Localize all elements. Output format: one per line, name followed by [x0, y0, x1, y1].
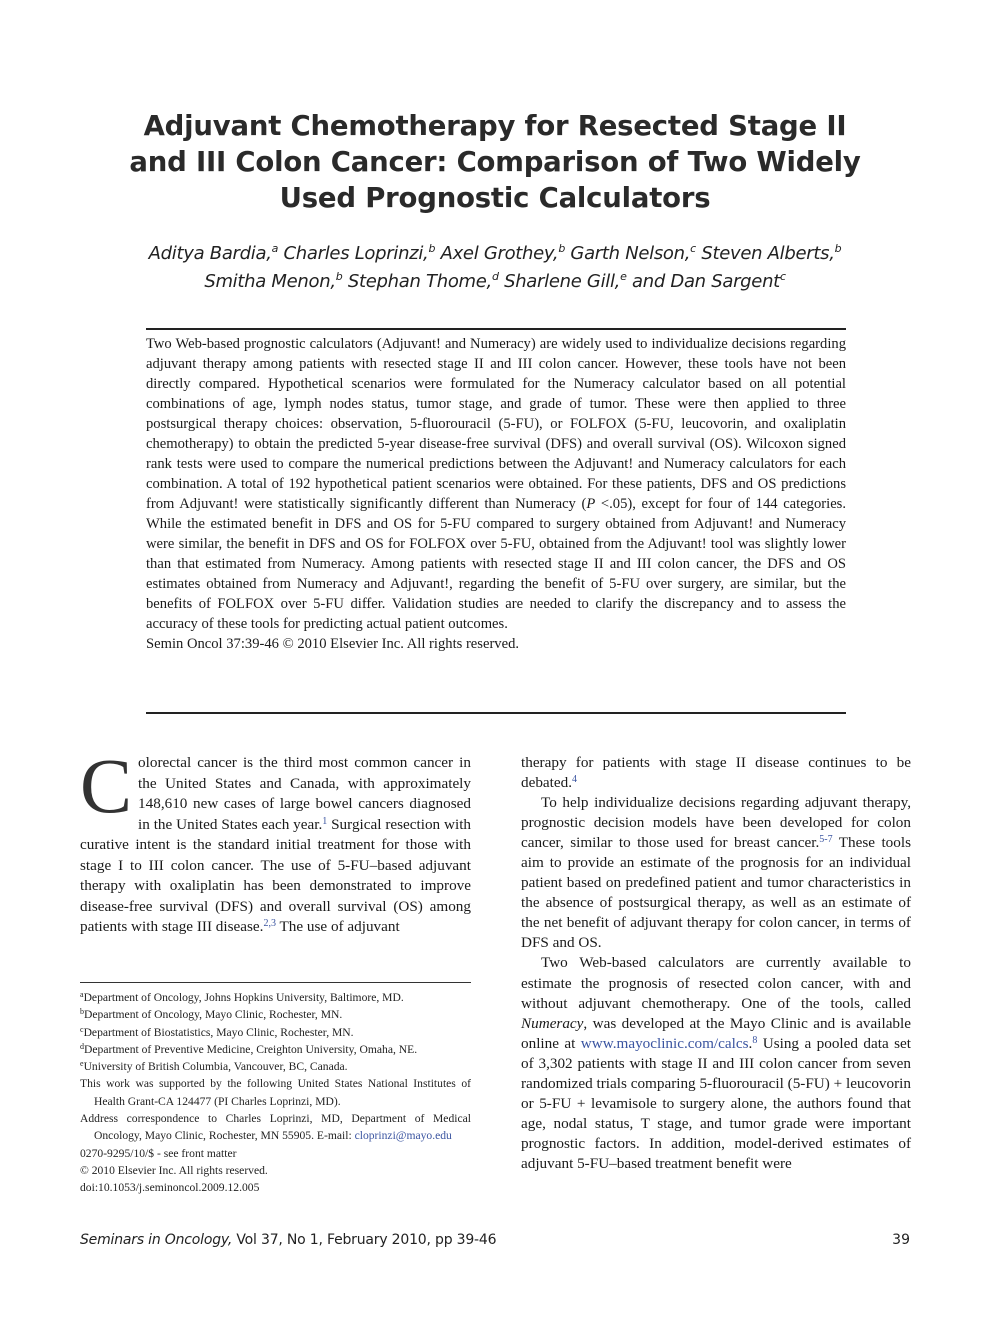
affiliation-mark: b — [834, 242, 842, 255]
abstract-box — [146, 328, 846, 714]
affiliation-text: Department of Oncology, Mayo Clinic, Rochester, MN. — [84, 1008, 343, 1022]
journal-footer — [80, 1232, 496, 1248]
para2-text-1: To help individualize decisions regarding adjuvant therapy, prognostic decision models have been developed for colon cancer, similar to those used for breast cancer. — [521, 794, 911, 852]
reference-link[interactable]: 1 — [322, 815, 328, 827]
doi-line: doi:10.1053/j.seminoncol.2009.12.005 — [80, 1181, 260, 1195]
author-name: Garth Nelson, — [570, 243, 691, 264]
affiliation-mark: d — [491, 270, 499, 283]
para1-text: therapy for patients with stage II disease continues to be debated. — [521, 754, 911, 792]
affiliation-text: Department of Oncology, Johns Hopkins University, Baltimore, MD. — [83, 991, 404, 1004]
abstract-part-1: Two Web-based prognostic calculators (Adjuvant! and Numeracy) are widely used to individualize decisions regarding adjuvant therapy among patients with resected stage II and III colon cancer. However, these tools have not been directly compared. Hypothetical scenarios were formulated for the Numeracy calculator based on all potential combinations of age, lymph nodes status, tumor stage, and grade of tumor. These were then applied to three postsurgical therapy choices: observation, 5-fluorouracil (5-FU), or FOLFOX (5-FU, leucovorin, and oxaliplatin chemotherapy) to obtain the predicted 5-year disease-free survival (DFS) and overall survival (OS). Wilcoxon signed rank tests were used to compare the numerical predictions between the Adjuvant! and Numeracy calculators for each combination. A total of 192 hypothetical patient scenarios were obtained. For these patients, DFS and OS predictions from Adjuvant! were statistically significantly different than Numeracy ( — [146, 336, 846, 512]
author-list — [120, 240, 870, 296]
article-title: Adjuvant Chemotherapy for Resected Stage II and III Colon Cancer: Comparison of Two Widely Used Prognostic Calculators — [129, 110, 861, 214]
author-name: Smitha Menon, — [204, 271, 336, 292]
affiliation-mark: b — [80, 1007, 84, 1017]
correspondence-footnote — [80, 1110, 471, 1145]
email-link[interactable]: cloprinzi@mayo.edu — [354, 1129, 452, 1143]
mayoclinic-calcs-link[interactable]: www.mayoclinic.com/calcs — [580, 1034, 749, 1052]
para3-period: . — [748, 1034, 753, 1052]
reference-link[interactable]: 8 — [752, 1034, 758, 1046]
intro-text-1: olorectal cancer is the third most common cancer in the United States and Canada, with approximately 148,610 new cases of large bowel cancers diagnosed in the United States each year. — [138, 754, 471, 833]
affiliation-mark: c — [80, 1024, 84, 1034]
affiliation-text: University of British Columbia, Vancouver, BC, Canada. — [83, 1060, 348, 1074]
body-column-left — [80, 742, 472, 938]
footnote-divider — [80, 982, 471, 983]
affiliation-mark: b — [335, 270, 343, 283]
affiliation-mark: b — [558, 242, 565, 255]
para2-text-2: These tools aim to provide an estimate of the prognosis for an individual patient based on predefined patient and tumor characteristics in the absence of postsurgical therapy, as well as an estimate of the net benefit of adjuvant therapy for colon cancer, in terms of DFS and OS. — [521, 834, 911, 952]
author-name: Stephan Thome, — [347, 271, 492, 292]
reference-link[interactable]: 4 — [572, 774, 578, 786]
affiliation-text: Department of Biostatistics, Mayo Clinic, Rochester, MN. — [83, 1025, 354, 1039]
numeracy-term: Numeracy — [521, 1014, 584, 1032]
affiliation-footnote — [80, 1041, 471, 1058]
affiliation-mark: e — [80, 1059, 84, 1069]
affiliation-mark: d — [80, 1041, 84, 1051]
footnotes — [80, 989, 471, 1197]
author-name: Axel Grothey, — [440, 243, 559, 264]
affiliation-mark: b — [428, 242, 436, 255]
affiliation-mark: a — [271, 242, 279, 255]
intro-text-2: Surgical resection with curative intent is the standard initial treatment for those with stage I to III colon cancer. The use of 5-FU–based adjuvant therapy with oxaliplatin has been demonstrated to improve disease-free survival (DFS) and overall survival (OS) among patients with stage III disease. — [80, 815, 472, 935]
para3-text-2: , was developed at the Mayo Clinic and is available online at — [521, 1014, 911, 1052]
affiliation-footnote — [80, 1006, 471, 1023]
affiliation-text: Department of Preventive Medicine, Creighton University, Omaha, NE. — [84, 1042, 418, 1056]
affiliation-footnote — [80, 1024, 471, 1041]
page-number: 39 — [892, 1232, 910, 1248]
abstract-citation: Semin Oncol 37:39-46 © 2010 Elsevier Inc. All rights reserved. — [146, 636, 520, 652]
author-name: Aditya Bardia, — [148, 243, 272, 264]
affiliation-mark: c — [779, 270, 786, 283]
affiliation-mark: a — [80, 990, 84, 999]
abstract-text — [146, 334, 846, 654]
affiliation-footnote — [80, 1058, 471, 1075]
intro-paragraph — [80, 742, 472, 938]
paragraph-decision-models — [521, 793, 911, 953]
journal-name: Seminars in Oncology, — [80, 1232, 233, 1248]
affiliation-footnote — [80, 989, 471, 1006]
copyright-line: © 2010 Elsevier Inc. All rights reserved. — [80, 1163, 268, 1177]
author-name: Steven Alberts, — [701, 243, 835, 264]
reference-link[interactable]: 2,3 — [263, 918, 276, 929]
affiliation-mark: e — [620, 270, 627, 283]
drop-cap: C — [80, 742, 133, 829]
author-name: Charles Loprinzi, — [283, 243, 429, 264]
funding-footnote: This work was supported by the following United States National Institutes of Health Grant-CA 124477 (PI Charles Loprinzi, MD). — [80, 1077, 471, 1108]
paragraph-continued — [521, 753, 911, 793]
p-value: <.05) — [595, 496, 633, 512]
author-name: Sharlene Gill, — [504, 271, 621, 292]
para3-text-1: Two Web-based calculators are currently available to estimate the prognosis of resected colon cancer, with and without adjuvant chemotherapy. One of the tools, called — [521, 954, 911, 1012]
abstract-part-2: , except for four of 144 categories. While the estimated benefit in DFS and OS for 5-FU compared to surgery obtained from Adjuvant! and Numeracy were similar, the benefit in DFS and OS for FOLFOX over 5-FU, obtained from the Adjuvant! tool was slightly lower than that estimated from Numeracy. Among patients with resected stage II and III colon cancer, the DFS and OS estimates obtained from Numeracy and Adjuvant!, regarding the benefit of 5-FU over surgery, are similar, but the benefits of FOLFOX over 5-FU differ. Validation studies are needed to clarify the discrepancy and to assess the accuracy of these tools for predicting actual patient outcomes. — [146, 496, 847, 632]
correspondence-text: Address correspondence to Charles Loprinzi, MD, Department of Medical Oncology, Mayo Clinic, Rochester, MN 55905. E-mail: — [80, 1112, 471, 1143]
intro-text-3: The use of adjuvant — [275, 918, 400, 935]
journal-details: Vol 37, No 1, February 2010, pp 39-46 — [232, 1232, 497, 1248]
p-symbol: P — [586, 496, 596, 512]
body-column-right — [521, 753, 911, 1174]
issn-line: 0270-9295/10/$ - see front matter — [80, 1146, 237, 1160]
affiliation-mark: c — [690, 242, 696, 255]
author-name: and Dan Sargent — [632, 271, 780, 292]
para3-text-3: Using a pooled data set of 3,302 patients with stage II and III colon cancer from seven randomized trials comparing 5-fluorouracil (5-FU) + leucovorin or 5-FU + levamisole to surgery alone, the authors found that age, nodal status, T stage, and tumor grade were important prognostic factors. In addition, model-derived estimates of adjuvant 5-FU–based treatment benefit were — [521, 1034, 912, 1172]
reference-link[interactable]: 5-7 — [819, 834, 833, 846]
paragraph-calculators — [521, 953, 911, 1174]
